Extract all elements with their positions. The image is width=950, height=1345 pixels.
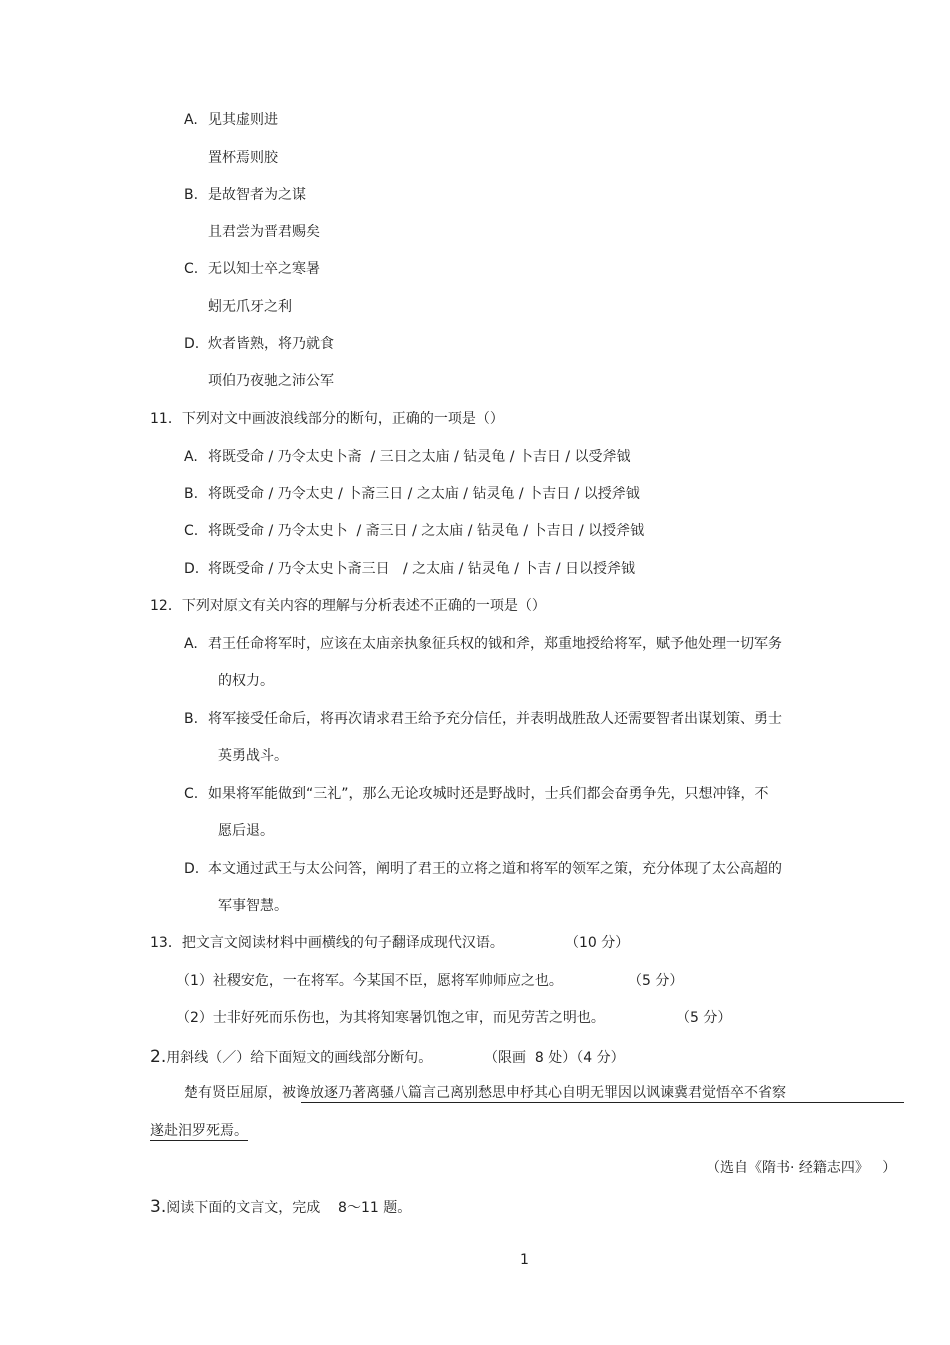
q12-stem: 12．下列对原文有关内容的理解与分析表述不正确的一项是（） [150,598,546,614]
q10-option-d-line2: 项伯乃夜驰之沛公军 [208,373,334,389]
q11-stem: 11．下列对文中画波浪线部分的断句，正确的一项是（） [150,411,504,427]
q10-option-c-line2: 蚓无爪牙之利 [208,299,292,315]
passage-underlined-1: 谗放逐乃著离骚八篇言己离别愁思申杼其心自明无罪因以讽谏冀君觉悟卒不省察 [296,1085,786,1101]
section-2-heading: 2.用斜线（／）给下面短文的画线部分断句。 [150,1047,433,1067]
section-2-limit: （限画 8 处）（4 分） [484,1050,625,1066]
q12-option-d-line1: D. 本文通过武王与太公问答，阐明了君王的立将之道和将军的领军之策，充分体现了太公高超的 [184,861,782,877]
q13-score: （10 分） [565,935,630,951]
q12-option-c-line1: C. 如果将军能做到“三礼”，那么无论攻城时还是野战时，士兵们都会奋勇争先，只想冲锋，不 [184,786,769,802]
section-3-heading: 3.阅读下面的文言文，完成 8～11 题。 [150,1197,412,1217]
q10-option-a-line2: 置杯焉则胶 [208,150,278,166]
q13-stem: 13．把文言文阅读材料中画横线的句子翻译成现代汉语。 [150,935,504,951]
q11-option-b: B. 将既受命 / 乃令太史 / 卜斋三日 / 之太庙 / 钻灵龟 / 卜吉日 / 以授斧钺 [184,486,640,502]
q13-item-2-score: （5 分） [676,1010,732,1026]
q12-option-c-line2: 愿后退。 [218,823,274,839]
passage-underlined-2: 遂赴汨罗死焉。 [150,1123,248,1139]
q11-option-a: A. 将既受命 / 乃令太史卜斋 / 三日之太庙 / 钻灵龟 / 卜吉日 / 以受斧钺 [184,449,631,465]
q12-option-b-line2: 英勇战斗。 [218,748,288,764]
q12-option-a-line2: 的权力。 [218,673,274,689]
q10-option-b-line2: 且君尝为晋君赐矣 [208,224,320,240]
q13-item-1-score: （5 分） [628,973,684,989]
q10-option-b-line1: B. 是故智者为之谋 [184,187,306,203]
page-number: 1 [520,1252,529,1268]
passage-line-2 [150,1121,248,1141]
q10-option-d-line1: D. 炊者皆熟，将乃就食 [184,336,334,352]
passage-source: （选自《隋书· 经籍志四》 ） [706,1160,897,1176]
q13-item-2: （2）士非好死而乐伤也，为其将知寒暑饥饱之审，而见劳苦之明也。 [176,1010,605,1026]
q12-option-d-line2: 军事智慧。 [218,898,288,914]
passage-line-1: 楚有贤臣屈原，被谗放逐乃著离骚八篇言己离别愁思申杼其心自明无罪因以讽谏冀君觉悟卒不省察 [184,1085,786,1101]
q12-option-a-line1: A. 君王任命将军时，应该在太庙亲执象征兵权的钺和斧，郑重地授给将军，赋予他处理一切军务 [184,636,782,652]
q13-item-1: （1）社稷安危，一在将军。今某国不臣，愿将军帅师应之也。 [176,973,563,989]
q11-option-c: C. 将既受命 / 乃令太史卜 / 斋三日 / 之太庙 / 钻灵龟 / 卜吉日 / 以授斧钺 [184,523,645,539]
q12-option-b-line1: B. 将军接受任命后，将再次请求君王给予充分信任，并表明战胜敌人还需要智者出谋划策、勇士 [184,711,782,727]
passage-underline-rule [301,1102,904,1103]
q10-option-c-line1: C. 无以知士卒之寒暑 [184,261,320,277]
q10-option-a-line1: A. 见其虚则进 [184,112,278,128]
q11-option-d: D. 将既受命 / 乃令太史卜斋三日 / 之太庙 / 钻灵龟 / 卜吉 / 日以授斧钺 [184,561,635,577]
